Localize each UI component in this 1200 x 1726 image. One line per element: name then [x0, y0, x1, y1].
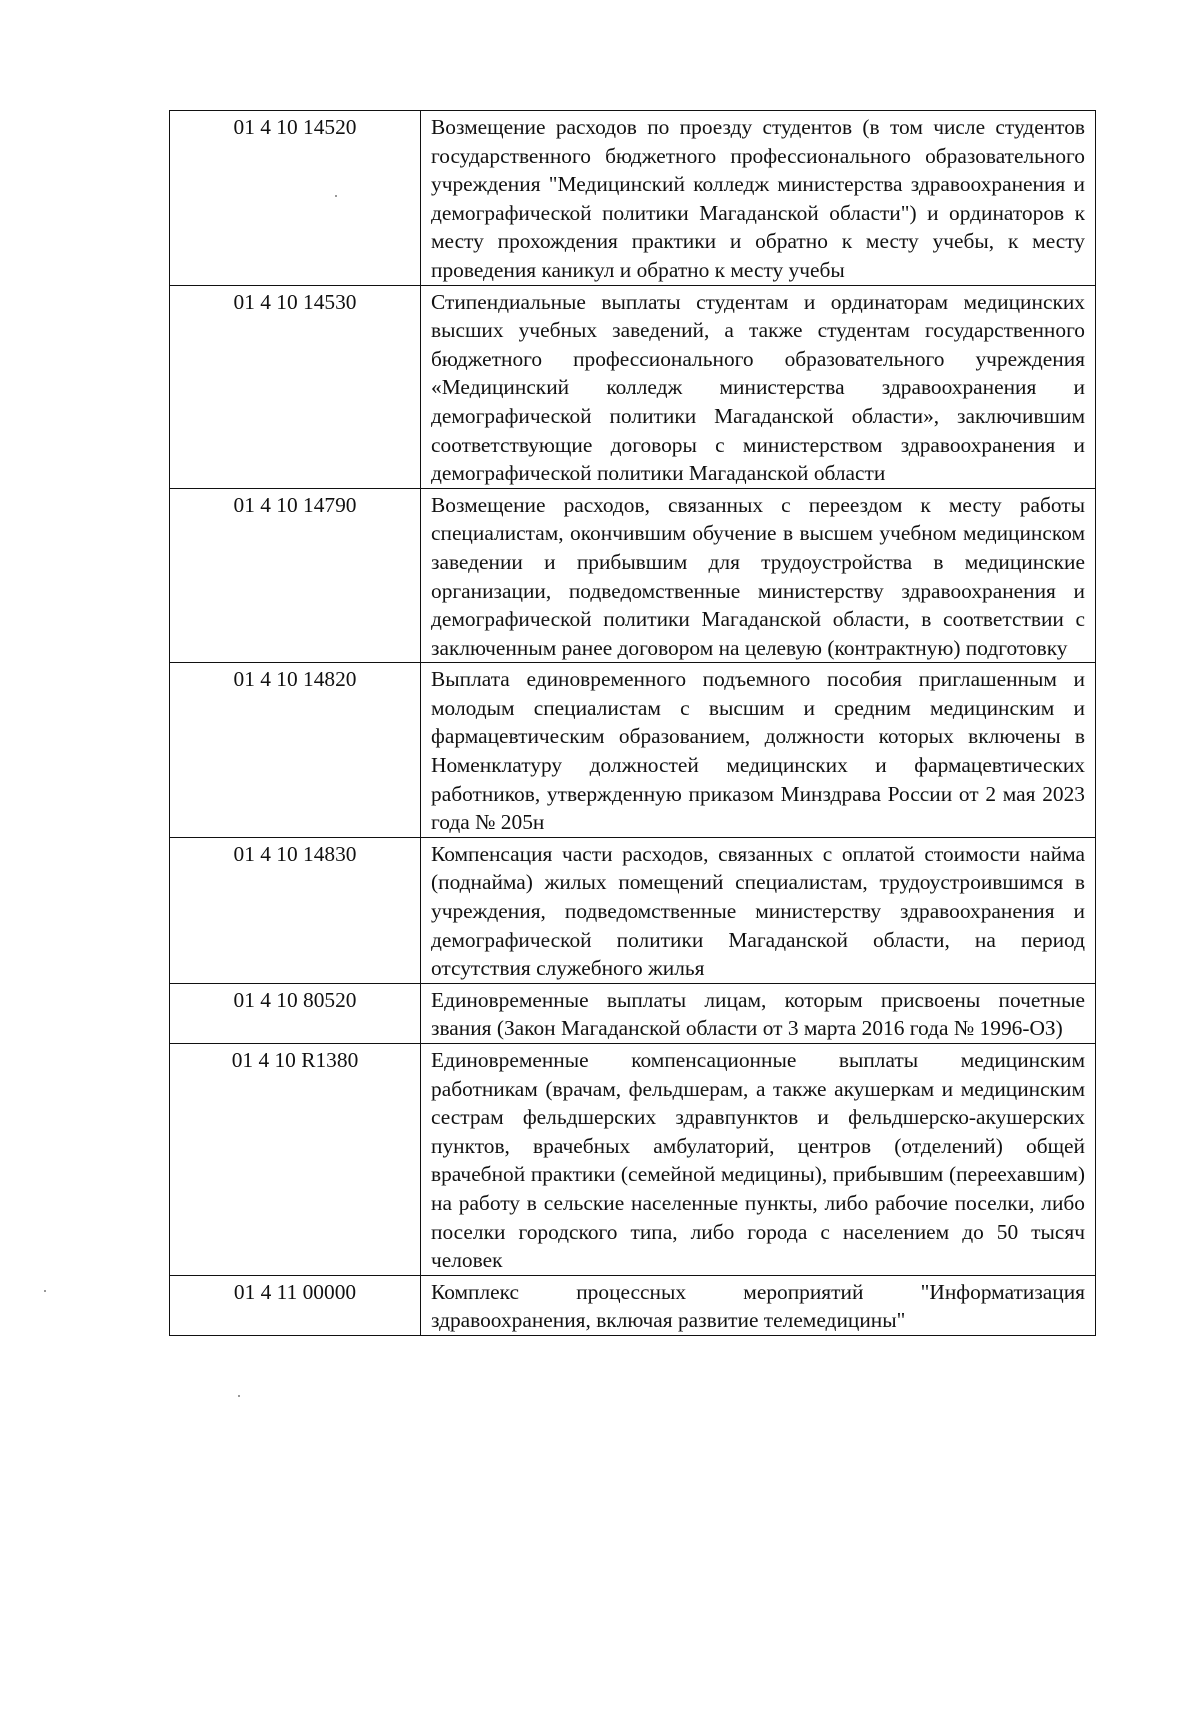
table-row	[170, 837, 1096, 983]
code-cell: 01 4 11 00000	[170, 1275, 421, 1335]
description-cell: Единовременные выплаты лицам, которым присвоены почетные звания (Закон Магаданской области от 3 марта 2016 года № 1996-ОЗ)	[421, 983, 1096, 1043]
code-cell: 01 4 10 14790	[170, 488, 421, 663]
description-cell: Возмещение расходов по проезду студентов (в том числе студентов государственного бюджетного профессионального образовательного учреждения "Медицинский колледж министерства здравоохранения и демографической политики Магаданской области") и ординаторов к месту прохождения практики и обратно к месту учебы, к месту проведения каникул и обратно к месту учебы	[421, 111, 1096, 286]
description-cell: Стипендиальные выплаты студентам и ординаторам медицинских высших учебных заведений, а также студентам государственного бюджетного профессионального образовательного учреждения «Медицинский колледж министерства здравоохранения и демографической политики Магаданской области», заключившим соответствующие договоры с министерством здравоохранения и демографической политики Магаданской области	[421, 285, 1096, 488]
budget-code-table	[169, 110, 1096, 1336]
table-row	[170, 983, 1096, 1043]
table-row	[170, 488, 1096, 663]
description-cell: Компенсация части расходов, связанных с оплатой стоимости найма (поднайма) жилых помещений специалистам, трудоустроившимся в учреждения, подведомственные министерству здравоохранения и демографической политики Магаданской области, на период отсутствия служебного жилья	[421, 837, 1096, 983]
code-cell: 01 4 10 14530	[170, 285, 421, 488]
code-cell: 01 4 10 80520	[170, 983, 421, 1043]
code-cell: 01 4 10 R1380	[170, 1044, 421, 1276]
description-cell: Единовременные компенсационные выплаты медицинским работникам (врачам, фельдшерам, а также акушеркам и медицинским сестрам фельдшерских здравпунктов и фельдшерско-акушерских пунктов, врачебных амбулаторий, центров (отделений) общей врачебной практики (семейной медицины), прибывшим (переехавшим) на работу в сельские населенные пункты, либо рабочие поселки, либо поселки городского типа, либо города с населением до 50 тысяч человек	[421, 1044, 1096, 1276]
scan-speck	[238, 1395, 240, 1397]
scan-speck	[335, 195, 337, 197]
description-cell: Выплата единовременного подъемного пособия приглашенным и молодым специалистам с высшим и средним медицинским и фармацевтическим образованием, должности которых включены в Номенклатуру должностей медицинских и фармацевтических работников, утвержденную приказом Минздрава России от 2 мая 2023 года № 205н	[421, 663, 1096, 838]
description-cell: Возмещение расходов, связанных с переездом к месту работы специалистам, окончившим обучение в высшем учебном медицинском заведении и прибывшим для трудоустройства в медицинские организации, подведомственные министерству здравоохранения и демографической политики Магаданской области, в соответствии с заключенным ранее договором на целевую (контрактную) подготовку	[421, 488, 1096, 663]
code-cell: 01 4 10 14820	[170, 663, 421, 838]
table-row	[170, 111, 1096, 286]
code-cell: 01 4 10 14520	[170, 111, 421, 286]
scan-speck	[44, 1290, 46, 1292]
table-row	[170, 663, 1096, 838]
table-row	[170, 1275, 1096, 1335]
description-cell: Комплекс процессных мероприятий "Информатизация здравоохранения, включая развитие телемедицины"	[421, 1275, 1096, 1335]
code-cell: 01 4 10 14830	[170, 837, 421, 983]
table-row	[170, 285, 1096, 488]
table-row	[170, 1044, 1096, 1276]
